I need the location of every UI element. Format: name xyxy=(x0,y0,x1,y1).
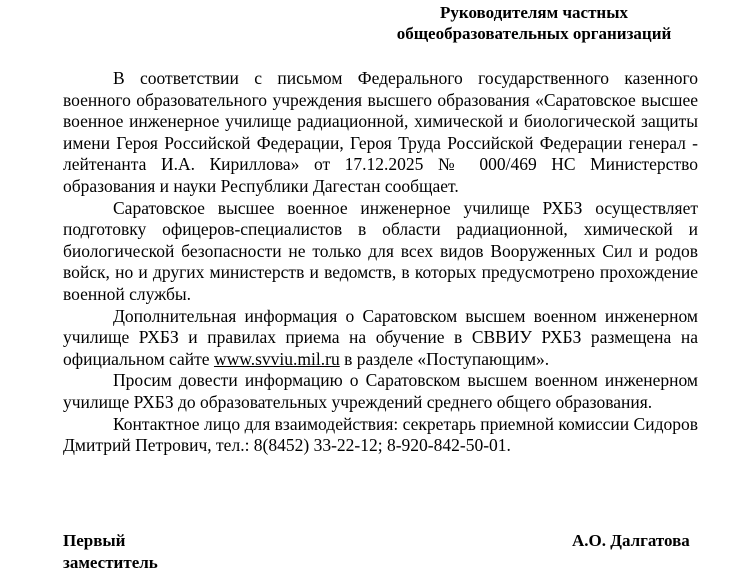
addressee-line-1: Руководителям частных xyxy=(439,3,628,22)
signatory-name: А.О. Далгатова xyxy=(572,531,690,550)
addressee-block xyxy=(378,2,690,44)
paragraph-additional-info xyxy=(63,306,698,371)
paragraph-request: Просим довести информацию о Саратовском высшем военном инженерном училище РХБЗ до образовательных учреждений среднего общего образования. xyxy=(63,370,698,412)
paragraph-contact: Контактное лицо для взаимодействия: секретарь приемной комиссии Сидоров Дмитрий Петрович, тел.: 8(8452) 33-22-12; 8-920-842-50-01. xyxy=(63,413,698,456)
signatory-position xyxy=(63,530,158,574)
paragraph-intro: В соответствии с письмом Федерального государственного казенного военного образовательного учреждения высшего образования «Саратовское высшее военное инженерное училище радиационной, химической и биологической защиты имени Героя Российской Федерации, Героя Труда Российской Федерации генерал - лейтенанта И.А. Кириллова» от 17.12.2025 № 000/469 НС Министерство образования и науки Республики Дагестан сообщает. xyxy=(63,68,698,196)
signatory-position-line-1: Первый xyxy=(63,531,126,550)
paragraph-school-description: Саратовское высшее военное инженерное училище РХБЗ осуществляет подготовку офицеров-специалистов в области радиационной, химической и биологической безопасности не только для всех видов Вооруженных Сил и родов войск, но и других министерств и ведомств, в которых предусмотрено прохождение военной службы. xyxy=(63,197,698,304)
paragraph-additional-info-text: Дополнительная информация о Саратовском высшем военном инженерном училище РХБЗ и правилах приема на обучение в СВВИУ РХБЗ размещена на официальном сайте xyxy=(63,305,698,369)
letter-body xyxy=(63,68,698,457)
signatory-position-line-2: заместитель xyxy=(63,553,158,572)
website-link[interactable]: www.svviu.mil.ru xyxy=(213,348,340,369)
paragraph-additional-info-tail: в разделе «Поступающим». xyxy=(339,348,550,369)
addressee-line-2: общеобразовательных организаций xyxy=(396,24,672,43)
